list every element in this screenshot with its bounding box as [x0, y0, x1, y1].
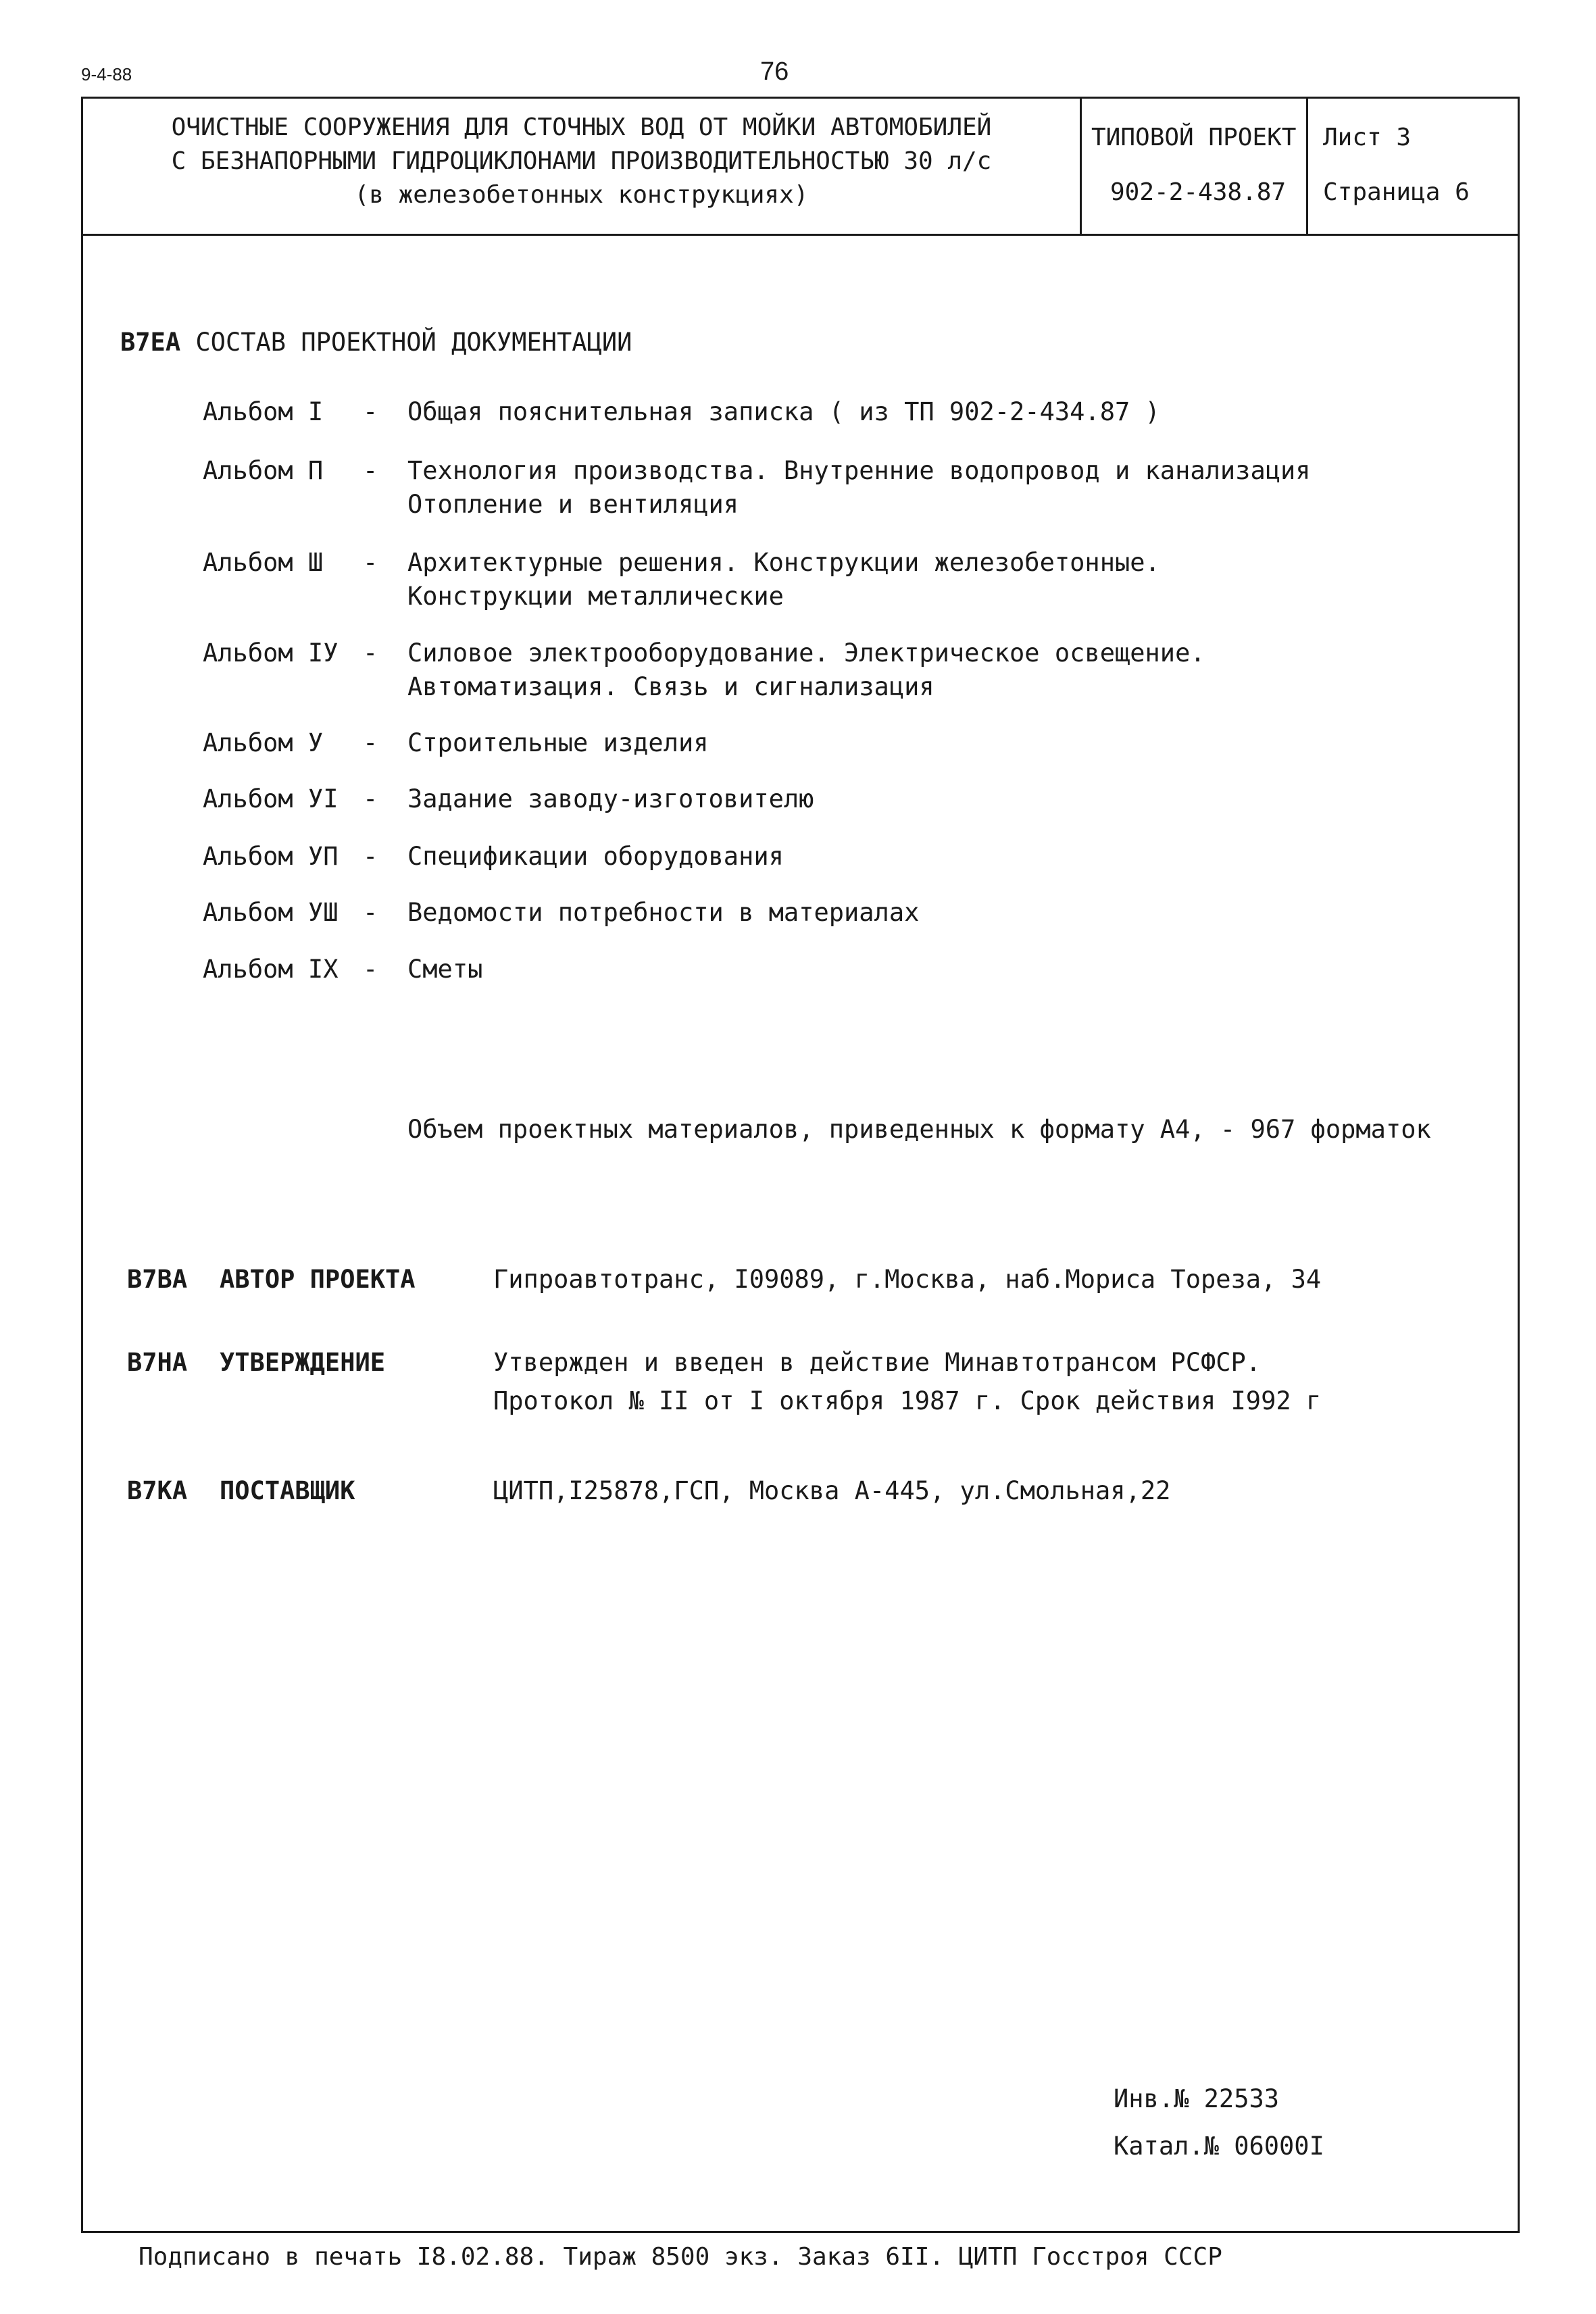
page-number: 76 [760, 57, 789, 86]
project-title [83, 111, 1080, 212]
album-desc-2: Технология производства. Внутренние водопровод и канализация [407, 456, 1311, 485]
album-dash-4: - [363, 638, 378, 668]
album-dash-9: - [363, 955, 378, 984]
album-dash-7: - [363, 842, 378, 871]
album-label-1: Альбом I [203, 397, 324, 426]
title-line-3: (в железобетонных конструкциях) [354, 181, 809, 209]
approval-code-text: В7НА [127, 1348, 188, 1377]
album-desc-9: Сметы [407, 955, 483, 984]
album-desc-8: Ведомости потребности в материалах [407, 898, 920, 927]
album-label-6: Альбом УI [203, 784, 339, 813]
approval-line-1: Утвержден и введен в действие Минавтотрансом РСФСР. [493, 1348, 1262, 1377]
title-line-2: С БЕЗНАПОРНЫМИ ГИДРОЦИКЛОНАМИ ПРОИЗВОДИТЕЛЬНОСТЬЮ 30 л/с [171, 147, 992, 175]
approval-label: УТВЕРЖДЕНИЕ [220, 1348, 386, 1377]
inventory-number: Инв.№ 22533 [1114, 2084, 1280, 2113]
approval-code [127, 1348, 187, 1377]
album-dash-1: - [363, 397, 378, 426]
album-desc-1: Общая пояснительная записка ( из ТП 902-2-434.87 ) [407, 397, 1160, 426]
supplier-text: ЦИТП,I25878,ГСП, Москва А-445, ул.Смольная,22 [493, 1476, 1171, 1505]
document-code: 9-4-88 [81, 64, 132, 84]
album-desc-4: Силовое электрооборудование. Электрическое освещение. [407, 638, 1205, 668]
album-dash-8: - [363, 898, 378, 927]
album-dash-5: - [363, 728, 378, 757]
approval-line-2: Протокол № II от I октября 1987 г. Срок действия I992 г [493, 1386, 1322, 1415]
project-number: 902-2-438.87 [1110, 178, 1287, 206]
album-desc-3b: Конструкции металлические [407, 582, 784, 611]
supplier-label: ПОСТАВЩИК [220, 1476, 355, 1505]
album-desc-5: Строительные изделия [407, 728, 709, 757]
supplier-code-text: В7КА [127, 1476, 188, 1505]
author-text: Гипроавтотранс, I09089, г.Москва, наб.Мориса Тореза, 34 [493, 1265, 1322, 1294]
project-label: ТИПОВОЙ ПРОЕКТ [1091, 124, 1297, 151]
composition-code: В7ЕА [120, 328, 181, 357]
album-desc-3: Архитектурные решения. Конструкции железобетонные. [407, 548, 1160, 577]
composition-heading [120, 328, 632, 357]
album-desc-2b: Отопление и вентиляция [407, 490, 739, 519]
author-code-text: В7ВА [127, 1265, 188, 1294]
page-in-sheet: Страница 6 [1323, 178, 1470, 206]
album-label-9: Альбом IX [203, 955, 339, 984]
catalog-number: Катал.№ 06000I [1114, 2132, 1324, 2161]
supplier-code [127, 1476, 187, 1505]
album-label-2: Альбом П [203, 456, 324, 485]
author-code [127, 1265, 187, 1294]
album-desc-6: Задание заводу-изготовителю [407, 784, 814, 813]
album-label-8: Альбом УШ [203, 898, 339, 927]
album-dash-2: - [363, 456, 378, 485]
title-line-1: ОЧИСТНЫЕ СООРУЖЕНИЯ ДЛЯ СТОЧНЫХ ВОД ОТ МОЙКИ АВТОМОБИЛЕЙ [171, 114, 992, 141]
album-label-4: Альбом IУ [203, 638, 339, 668]
print-info: Подписано в печать I8.02.88. Тираж 8500 экз. Заказ 6II. ЦИТП Госстроя СССР [139, 2243, 1222, 2271]
author-label: АВТОР ПРОЕКТА [220, 1265, 416, 1294]
album-label-7: Альбом УП [203, 842, 339, 871]
album-dash-3: - [363, 548, 378, 577]
header-divider-1 [1080, 99, 1082, 234]
album-desc-7: Спецификации оборудования [407, 842, 784, 871]
composition-heading-text: СОСТАВ ПРОЕКТНОЙ ДОКУМЕНТАЦИИ [195, 328, 632, 357]
album-dash-6: - [363, 784, 378, 813]
sheet-number: Лист 3 [1323, 124, 1412, 151]
album-label-3: Альбом Ш [203, 548, 324, 577]
album-desc-4b: Автоматизация. Связь и сигнализация [407, 672, 934, 701]
header-bottom-rule [83, 234, 1518, 236]
header-divider-2 [1306, 99, 1308, 234]
volume-note: Объем проектных материалов, приведенных к формату А4, - 967 форматок [407, 1115, 1431, 1144]
album-label-5: Альбом У [203, 728, 324, 757]
